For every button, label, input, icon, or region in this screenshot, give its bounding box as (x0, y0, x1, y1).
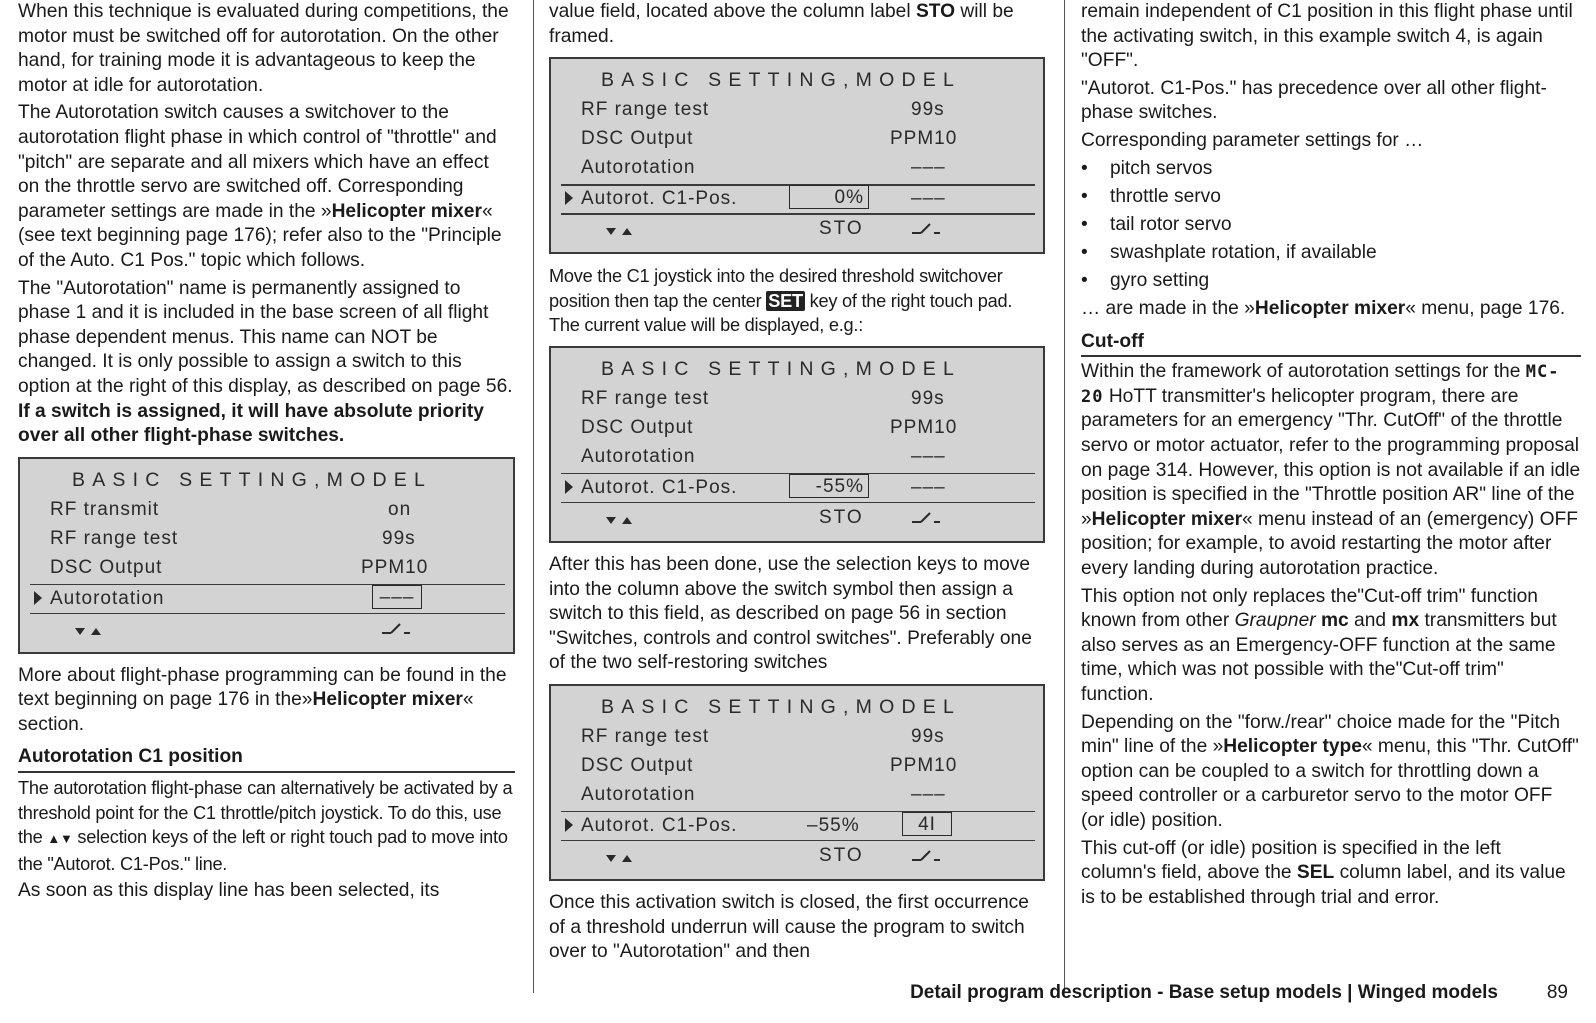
lcd-row-value: 99s (911, 99, 945, 121)
column-divider (1064, 0, 1065, 993)
switch-field: ––– (372, 585, 422, 609)
lcd-row-label: DSC Output (581, 416, 694, 438)
lcd-row-value: PPM10 (890, 754, 958, 776)
lcd-row-label: Autorotation (581, 157, 696, 179)
list-item: • throttle servo (1081, 185, 1581, 210)
paragraph: More about flight-phase programming can be found in the text beginning on page 176 in the»Helicopter mixer« section. (18, 664, 507, 735)
lcd-row-value: 99s (382, 527, 416, 549)
lcd-row-value: ––– (911, 157, 946, 179)
lcd-row-label: RF range test (50, 527, 179, 549)
up-down-keys-icon (604, 852, 638, 864)
paragraph: As soon as this display line has been selected, its (18, 880, 440, 902)
lcd-row-label: Autorot. C1-Pos. (581, 476, 738, 498)
switch-icon (911, 510, 941, 524)
paragraph: Depending on the "forw./rear" choice made for the "Pitch min" line of the »Helicopter type« menu, this "Thr. CutOff" option can be coupled to a switch for throttling down a speed controller or a carburetor servo to the motor OFF (or idle) position. (1081, 711, 1579, 831)
column-label: STO (819, 506, 864, 528)
lcd-title: BASIC SETTING,MODEL (72, 468, 433, 491)
up-down-keys-icon (604, 514, 638, 526)
section-heading: Cut-off (1081, 330, 1581, 358)
page-footer (0, 980, 1596, 1010)
selection-arrow-icon (34, 591, 42, 605)
paragraph: After this has been done, use the selection keys to move into the column above the switch symbol then assign a switch to this field, as described on page 56 in section "Switches, controls and control switches". Preferably one of the two self-restoring switches (549, 553, 1032, 674)
lcd-row-label: Autorot. C1-Pos. (581, 188, 738, 210)
mc-logo: mc (1320, 610, 1349, 632)
column-middle (549, 0, 1045, 968)
set-key-label: SET (768, 290, 803, 311)
up-down-keys-icon (604, 225, 638, 237)
column-divider (533, 0, 534, 993)
lcd-row-value: on (388, 498, 412, 520)
lcd-row-label: RF transmit (50, 498, 160, 520)
paragraph: value field, located above the column label STO will be framed. (549, 1, 1014, 47)
lcd-screen (549, 684, 1045, 881)
lcd-screen (18, 457, 515, 654)
up-down-keys-icon (73, 625, 107, 637)
section-heading: Autorotation C1 position (18, 745, 515, 773)
selection-arrow-icon (565, 818, 573, 832)
lcd-row-label: DSC Output (581, 128, 694, 150)
threshold-value-field: 0% (789, 185, 869, 209)
lcd-row-value: ––– (911, 783, 946, 805)
paragraph: … are made in the »Helicopter mixer« menu, page 176. (1081, 298, 1566, 320)
column-left (18, 0, 515, 907)
lcd-row-value: PPM10 (890, 128, 958, 150)
lcd-title: BASIC SETTING,MODEL (601, 69, 962, 92)
lcd-row-label: Autorotation (581, 783, 696, 805)
lcd-row-label: Autorotation (581, 445, 696, 467)
lcd-screen (549, 57, 1045, 254)
paragraph: Move the C1 joystick into the desired threshold switchover position then tap the center SET key of the right touch pad. The current value will be displayed, e.g.: (549, 266, 1013, 336)
paragraph: This cut-off (or idle) position is specified in the left column's field, above the SEL column label, and its value is to be established through trial and error. (1081, 837, 1566, 908)
lcd-row-label: RF range test (581, 725, 710, 747)
lcd-title: BASIC SETTING,MODEL (601, 695, 962, 718)
lcd-row-value: 99s (911, 387, 945, 409)
list-item: • swashplate rotation, if available (1081, 241, 1581, 266)
page-number: 89 (1546, 982, 1568, 1003)
lcd-row-value: PPM10 (361, 556, 429, 578)
footer-title: Detail program description - Base setup models | Winged models (910, 982, 1498, 1003)
lcd-row-label: DSC Output (581, 754, 694, 776)
list-item: • pitch servos (1081, 157, 1581, 182)
paragraph: The "Autorotation" name is permanently assigned to phase 1 and it is included in the base screen of all flight phase dependent menus. This name can NOT be changed. It is only possible to assign a switch to this option at the right of this display, as described on page 56. If a switch is assigned, it will have absolute priority over all other flight-phase switches. (18, 277, 513, 447)
up-down-arrows-icon: ▲▼ (47, 831, 73, 847)
paragraph: The Autorotation switch causes a switchover to the autorotation flight phase in which control of "throttle" and "pitch" are separate and all mixers which have an effect on the throttle servo are switched off. Corresponding parameter settings are made in the »Helicopter mixer« (see text beginning page 176); refer also to the "Principle of the Auto. C1 Pos." topic which follows. (18, 102, 502, 271)
lcd-row-value: ––– (911, 445, 946, 467)
column-right (1081, 0, 1581, 913)
threshold-value: –55% (807, 814, 860, 836)
selection-arrow-icon (565, 480, 573, 494)
paragraph: When this technique is evaluated during competitions, the motor must be switched off for autorotation. On the other hand, for training mode it is advantageous to keep the motor at idle for autorotation. (18, 1, 509, 96)
threshold-value-field: -55% (789, 474, 869, 498)
switch-icon (911, 848, 941, 862)
switch-icon (381, 621, 411, 635)
list-item: • gyro setting (1081, 269, 1581, 294)
column-label: STO (819, 844, 864, 866)
lcd-screen (549, 346, 1045, 543)
lcd-row-label: Autorotation (50, 587, 165, 609)
lcd-title: BASIC SETTING,MODEL (601, 357, 962, 380)
paragraph: This option not only replaces the"Cut-off trim" function known from other Graupner mc and mx transmitters but also serves as an Emergency-OFF function at the same time, which was not possible with the"Cut-off trim" function. (1081, 585, 1557, 705)
selection-arrow-icon (565, 191, 573, 205)
paragraph: Corresponding parameter settings for … (1081, 129, 1424, 151)
paragraph: The autorotation flight-phase can alternatively be activated by a threshold point for the C1 throttle/pitch joystick. To do this, use the ▲▼ selection keys of the left or right touch pad to move into the "Autorot. C1-Pos." line. (18, 778, 513, 874)
paragraph: Within the framework of autorotation settings for the MC-20 HoTT transmitter's helicopter program, there are parameters for an emergency "Thr. CutOff" of the throttle servo or motor actuator, refer to the programming proposal on page 314. However, this option is not available if an idle position is specified in the "Throttle position AR" line of the »Helicopter mixer« menu instead of an (emergency) OFF position; for example, to avoid restarting the motor after every landing during autorotation practice. (1081, 361, 1581, 579)
paragraph: Once this activation switch is closed, the first occurrence of a threshold underrun will cause the program to switch over to "Autorotation" and then (549, 891, 1029, 963)
switch-icon (911, 221, 941, 235)
lcd-row-value: 99s (911, 725, 945, 747)
paragraph: "Autorot. C1-Pos." has precedence over all other flight-phase switches. (1081, 77, 1547, 124)
paragraph: remain independent of C1 position in this flight phase until the activating switch, in this example switch 4, is again "OFF". (1081, 1, 1573, 72)
lcd-row-value: ––– (911, 188, 946, 210)
lcd-row-label: DSC Output (50, 556, 163, 578)
lcd-row-value: PPM10 (890, 416, 958, 438)
parameter-list (1081, 157, 1581, 294)
lcd-row-label: RF range test (581, 387, 710, 409)
list-item: • tail rotor servo (1081, 213, 1581, 238)
mc20-logo: MC-20 (1081, 362, 1560, 407)
lcd-row-value: ––– (911, 476, 946, 498)
column-label: STO (819, 218, 864, 240)
mx-logo: mx (1391, 610, 1420, 632)
lcd-row-label: RF range test (581, 99, 710, 121)
lcd-row-label: Autorot. C1-Pos. (581, 814, 738, 836)
switch-field: 4I (902, 812, 952, 836)
